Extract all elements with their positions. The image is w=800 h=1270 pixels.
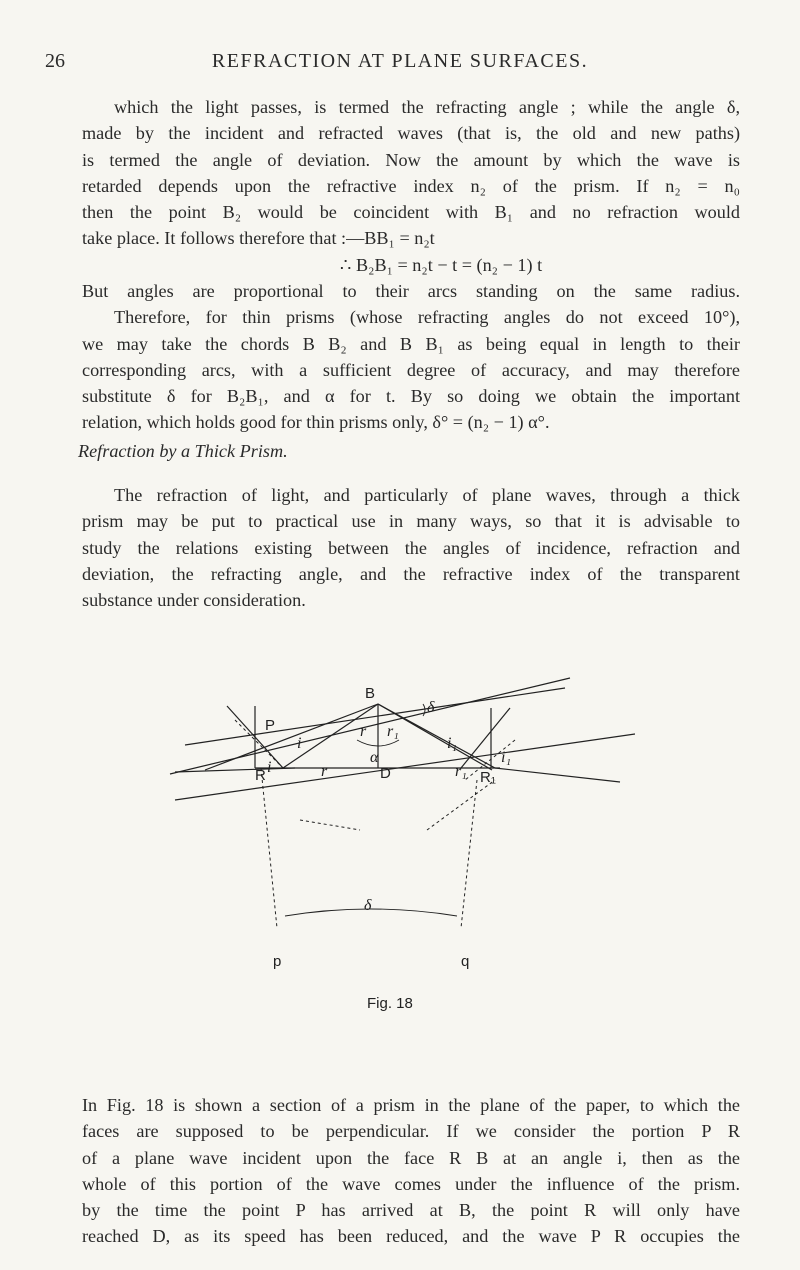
label-r1: R₁ <box>480 769 496 786</box>
text-line: made by the incident and refracted waves (that is, the old and new paths) <box>82 123 740 144</box>
running-head: REFRACTION AT PLANE SURFACES. <box>211 50 589 72</box>
text-line: relation, which holds good for thin prisms only, δ° = (n₂ − 1) α°. <box>82 412 550 433</box>
label-r1-low: r₁ <box>455 763 467 780</box>
text-line: then the point B₂ would be coincident with B₁ and no refraction would <box>82 202 740 223</box>
wavefront-pb-line <box>205 704 378 770</box>
label-i1-low: i₁ <box>501 749 512 766</box>
emergent-wavefront-line <box>175 734 635 800</box>
page-number: 26 <box>45 50 65 72</box>
text-line: prism may be put to practical use in many ways, so that it is advisable to <box>82 511 740 532</box>
text-line: of a plane wave incident upon the face R B at an angle i, then as the <box>82 1147 740 1168</box>
paragraph-thin-prisms <box>82 278 740 436</box>
text-line: which the light passes, is termed the refracting angle ; while the angle δ, <box>114 97 740 117</box>
refracted-ray-dash <box>300 820 360 830</box>
page-header <box>0 50 800 80</box>
section-heading: Refraction by a Thick Prism. <box>78 441 288 461</box>
label-r: R <box>255 767 266 784</box>
label-alpha: α <box>370 749 379 766</box>
label-d: D <box>380 765 391 782</box>
text-line: faces are supposed to be perpendicular. If we consider the portion P R <box>82 1121 740 1142</box>
label-delta-top: δ <box>427 699 435 716</box>
normal-left-lower <box>261 768 277 928</box>
label-delta-bottom: δ <box>364 897 372 914</box>
label-r-top: r <box>360 723 367 740</box>
emergent-wave-right <box>495 768 620 782</box>
figure-caption: Fig. 18 <box>367 995 413 1012</box>
text-line: take place. It follows therefore that :—BB₁ = n₂t <box>82 228 435 249</box>
label-i-top: i <box>297 735 302 752</box>
section-heading-block <box>78 438 740 464</box>
equation: ∴ B₂B₁ = n₂t − t = (n₂ − 1) t <box>339 254 543 275</box>
paragraph-fig18 <box>82 1092 740 1250</box>
delta-arc-top <box>423 704 425 716</box>
paragraph-thick-prism <box>82 482 740 613</box>
text-line: by the time the point P has arrived at B, the point R will only have <box>82 1200 740 1221</box>
label-i-low: i <box>267 759 272 776</box>
text-line: corresponding arcs, with a sufficient degree of accuracy, and may therefore <box>82 359 740 380</box>
text-line: retarded depends upon the refractive index n₂ of the prism. If n₂ = n₀ <box>82 175 740 196</box>
text-line: substitute δ for B₂B₁, and α for t. By so doing we obtain the important <box>82 386 740 407</box>
label-r-low: r <box>321 763 328 780</box>
text-line: is termed the angle of deviation. Now the amount by which the wave is <box>82 149 740 170</box>
prism-diagram <box>165 670 635 1060</box>
figure-18 <box>165 670 635 1060</box>
text-line: deviation, the refracting angle, and the refractive index of the transparent <box>82 563 740 584</box>
text-line: whole of this portion of the wave comes under the influence of the prism. <box>82 1173 740 1194</box>
label-b: B <box>365 685 376 702</box>
emergent-ray-dash <box>427 780 495 830</box>
text-line: Therefore, for thin prisms (whose refracting angles do not exceed 10°), <box>114 307 740 328</box>
label-r1-top: r₁ <box>387 723 399 740</box>
text-line: In Fig. 18 is shown a section of a prism in the plane of the paper, to which the <box>82 1095 740 1115</box>
text-line: study the relations existing between the angles of incidence, refraction and <box>82 537 740 558</box>
text-line: But angles are proportional to their arcs standing on the same radius. <box>82 281 740 301</box>
text-line: The refraction of light, and particularly of plane waves, through a thick <box>114 485 740 505</box>
text-line: reached D, as its speed has been reduced, and the wave P R occupies the <box>82 1226 740 1247</box>
normal-right-lower <box>461 780 477 928</box>
label-q-bottom: q <box>461 953 470 970</box>
paragraph-refracting-angle <box>82 94 740 278</box>
label-p-bottom: p <box>273 953 282 970</box>
text-line: we may take the chords B B₂ and B B₁ as being equal in length to their <box>82 333 740 354</box>
label-i1-top: i₁ <box>447 735 458 752</box>
text-line: substance under consideration. <box>82 590 306 611</box>
label-p: P <box>265 717 276 734</box>
